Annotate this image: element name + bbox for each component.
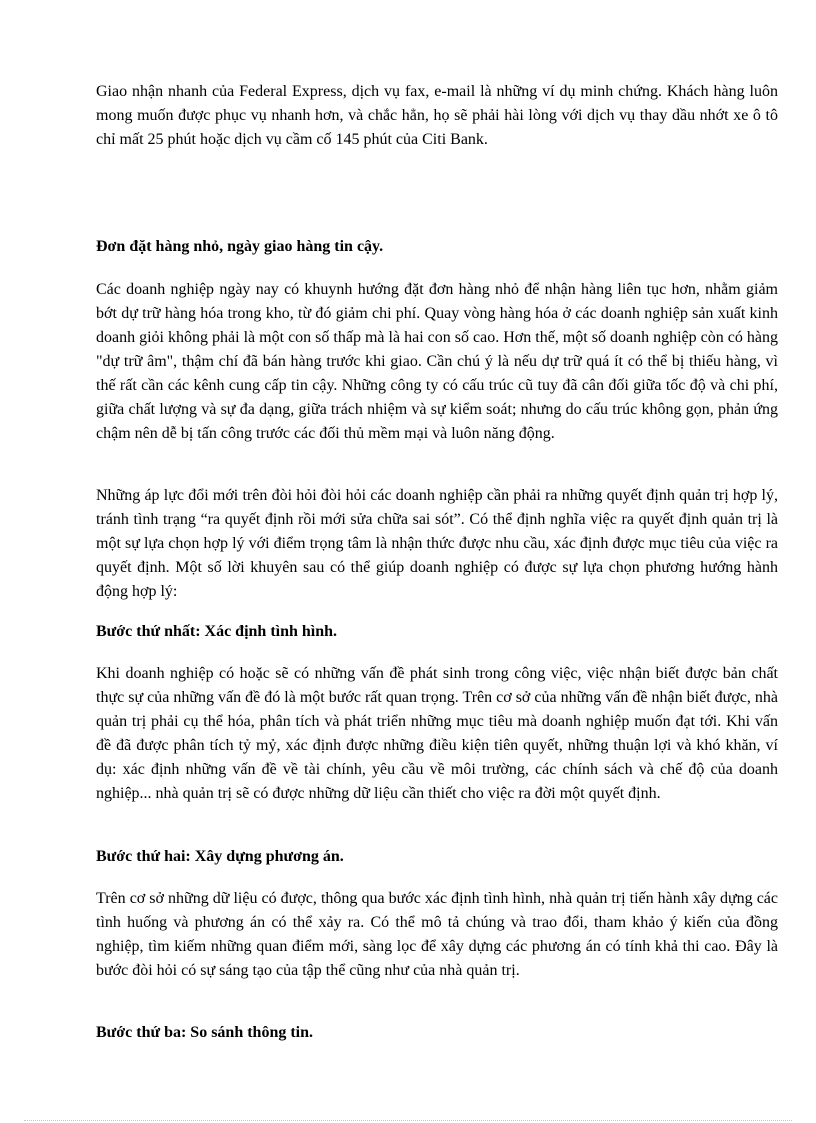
step2-paragraph: Trên cơ sở những dữ liệu có được, thông qua bước xác định tình hình, nhà quản trị tiến hành xây dựng các tình huống và phương án có thể xảy ra. Có thể mô tả chúng và trao đổi, tham khảo ý kiến của đồng nghiệp, tìm kiếm những quan điểm mới, sàng lọc để xây dựng các phương án có tính khả thi cao. Đây là bước đòi hỏi có sự sáng tạo của tập thể cũng như của nhà quản trị. — [96, 890, 778, 979]
step1-paragraph: Khi doanh nghiệp có hoặc sẽ có những vấn đề phát sinh trong công việc, việc nhận biết được bản chất thực sự của những vấn đề đó là một bước rất quan trọng. Trên cơ sở của những vấn đề nhận biết được, nhà quản trị phải cụ thể hóa, phân tích và phát triển những mục tiêu mà doanh nghiệp muốn đạt tới. Khi vấn đề đã được phân tích tỷ mỷ, xác định được những điều kiện tiên quyết, những thuận lợi và khó khăn, ví dụ: xác định những vấn đề về tài chính, yêu cầu về môi trường, các chính sách và chế độ của doanh nghiệp... nhà quản trị sẽ có được những dữ liệu cần thiết cho việc ra đời một quyết định. — [96, 665, 778, 802]
section-heading-small-orders: Đơn đặt hàng nhỏ, ngày giao hàng tin cậy. — [96, 238, 384, 255]
paragraph-small-orders: Các doanh nghiệp ngày nay có khuynh hướng đặt đơn hàng nhỏ để nhận hàng liên tục hơn, nhằm giảm bớt dự trữ hàng hóa trong kho, từ đó giảm chi phí. Quay vòng hàng hóa ở các doanh nghiệp sản xuất kinh doanh giỏi không phải là một con số thấp mà là hai con số cao. Hơn thế, một số doanh nghiệp còn có hàng "dự trữ âm", thậm chí đã bán hàng trước khi giao. Cần chú ý là nếu dự trữ quá ít có thể bị thiếu hàng, vì thế rất cần các kênh cung cấp tin cậy. Những công ty có cấu trúc cũ tuy đã cân đối giữa tốc độ và chi phí, giữa chất lượng và sự đa dạng, giữa trách nhiệm và sự kiểm soát; nhưng do cấu trúc không gọn, phản ứng chậm nên dễ bị tấn công trước các đối thủ mềm mại và luôn năng động. — [96, 281, 778, 442]
step1-heading: Bước thứ nhất: Xác định tình hình. — [96, 623, 338, 640]
intro-paragraph: Giao nhận nhanh của Federal Express, dịch vụ fax, e-mail là những ví dụ minh chứng. Khách hàng luôn mong muốn được phục vụ nhanh hơn, và chắc hẳn, họ sẽ phải hài lòng với dịch vụ thay dầu nhớt xe ô tô chỉ mất 25 phút hoặc dịch vụ cầm cố 145 phút của Citi Bank. — [96, 83, 778, 148]
step3-heading: Bước thứ ba: So sánh thông tin. — [96, 1024, 314, 1041]
page-bottom-rule — [24, 1120, 792, 1121]
paragraph-pressure: Những áp lực đổi mới trên đòi hỏi đòi hỏi các doanh nghiệp cần phải ra những quyết định quản trị hợp lý, tránh tình trạng “ra quyết định rồi mới sửa chữa sai sót”. Có thể định nghĩa việc ra quyết định quản trị là một sự lựa chọn hợp lý với điểm trọng tâm là nhận thức được nhu cầu, xác định được mục tiêu của việc ra quyết định. Một số lời khuyên sau có thể giúp doanh nghiệp có được sự lựa chọn phương hướng hành động hợp lý: — [96, 487, 778, 600]
step2-heading: Bước thứ hai: Xây dựng phương án. — [96, 848, 344, 865]
